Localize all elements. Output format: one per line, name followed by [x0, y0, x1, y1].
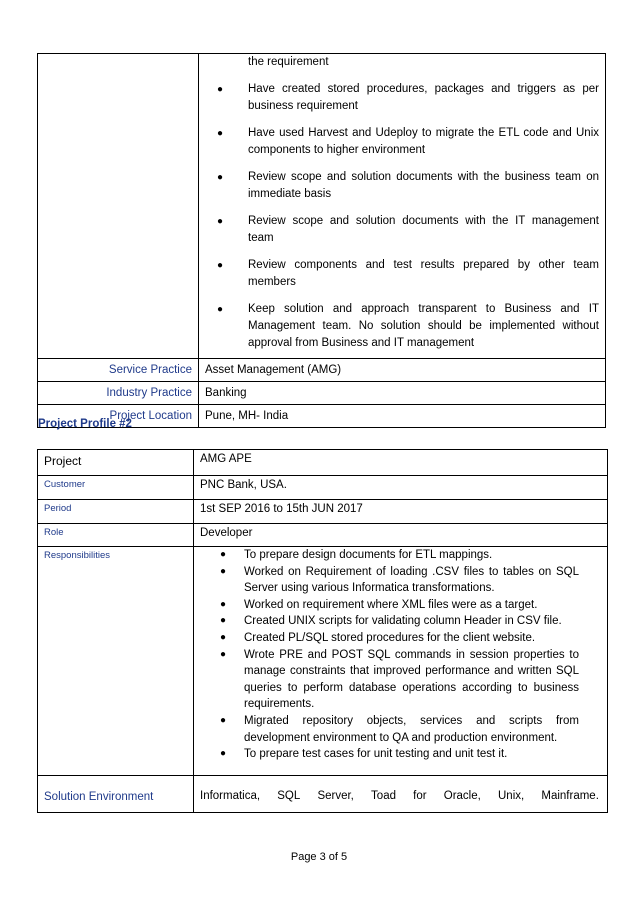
list-item: ● Worked on requirement where XML files were as a target.: [220, 597, 579, 614]
role-value: Developer: [194, 524, 608, 547]
bullet-icon: ●: [220, 598, 227, 610]
bullet-icon: ●: [217, 84, 224, 95]
table-row: [38, 359, 606, 382]
project-value: AMG APE: [194, 450, 608, 476]
role-label: Role: [38, 524, 194, 547]
responsibilities-list: [200, 547, 601, 763]
section-title: Project Profile #2: [38, 418, 132, 430]
project-location-label: Project Location: [38, 405, 199, 428]
bullet-icon: ●: [220, 714, 227, 726]
list-item: ● Migrated repository objects, services and scripts from development environment to QA and production environment.: [220, 714, 579, 744]
industry-practice-value: Banking: [199, 382, 606, 405]
bullet-icon: ●: [217, 216, 224, 227]
responsibilities-continued-cell: [199, 54, 606, 359]
solution-environment-cell: [194, 776, 608, 813]
responsibilities-cell: [194, 547, 608, 776]
list-item: ● Created UNIX scripts for validating column Header in CSV file.: [220, 613, 579, 630]
project-1-table: [37, 53, 606, 428]
list-item: ● Created PL/SQL stored procedures for the client website.: [220, 630, 579, 647]
list-item: ● Review scope and solution documents with the IT management team: [217, 215, 599, 244]
solution-environment-value: Informatica, SQL Server, Toad for Oracle, Unix, Mainframe.: [200, 789, 599, 802]
table-row: [38, 382, 606, 405]
customer-label: Customer: [38, 476, 194, 500]
customer-value: PNC Bank, USA.: [194, 476, 608, 500]
bullet-icon: ●: [220, 631, 227, 643]
bullet-icon: ●: [217, 304, 224, 315]
list-item: ● To prepare test cases for unit testing and unit test it.: [220, 746, 579, 763]
list-item: the requirement: [248, 56, 329, 68]
bullet-icon: ●: [220, 549, 227, 560]
table-row: [38, 500, 608, 524]
period-label: Period: [38, 500, 194, 524]
solution-environment-label: Solution Environment: [38, 776, 194, 813]
service-practice-value: Asset Management (AMG): [199, 359, 606, 382]
list-item: ● Review components and test results prepared by other team members: [217, 259, 599, 288]
bullet-icon: ●: [220, 615, 227, 627]
responsibilities-list: [217, 54, 599, 352]
bullet-icon: ●: [220, 748, 227, 760]
industry-practice-label: Industry Practice: [38, 382, 199, 405]
bullet-icon: ●: [217, 128, 224, 139]
bullet-icon: ●: [220, 565, 227, 577]
period-value: 1st SEP 2016 to 15th JUN 2017: [194, 500, 608, 524]
list-item: ● To prepare design documents for ETL mappings.: [220, 547, 579, 564]
list-item: ● Keep solution and approach transparent to Business and IT Management team. No solution should be implemented without approval from Business and IT management: [217, 303, 599, 349]
service-practice-label: Service Practice: [38, 359, 199, 382]
bullet-icon: ●: [217, 172, 224, 183]
list-item: ● Worked on Requirement of loading .CSV files to tables on SQL Server using various Informatica transformations.: [220, 565, 579, 595]
table-row: [38, 524, 608, 547]
empty-label-cell: [38, 54, 199, 359]
table-row: [38, 547, 608, 776]
page-number: Page 3 of 5: [290, 851, 348, 863]
project-label: Project: [38, 450, 194, 476]
list-item: ● Have used Harvest and Udeploy to migrate the ETL code and Unix components to higher environment: [217, 127, 599, 156]
table-row: [38, 476, 608, 500]
responsibilities-label: Responsibilities: [38, 547, 194, 776]
list-item: ● Review scope and solution documents with the business team on immediate basis: [217, 171, 599, 200]
table-row: [38, 450, 608, 476]
table-row: [38, 776, 608, 813]
project-2-table: [37, 449, 608, 813]
project-location-value: Pune, MH- India: [199, 405, 606, 428]
bullet-icon: ●: [217, 260, 224, 271]
bullet-icon: ●: [220, 648, 227, 660]
list-item: ● Have created stored procedures, packages and triggers as per business requirement: [217, 83, 599, 112]
list-item: ● Wrote PRE and POST SQL commands in session properties to manage constraints that improved performance and written SQL queries to perform database operations according to business requirements.: [220, 648, 579, 711]
